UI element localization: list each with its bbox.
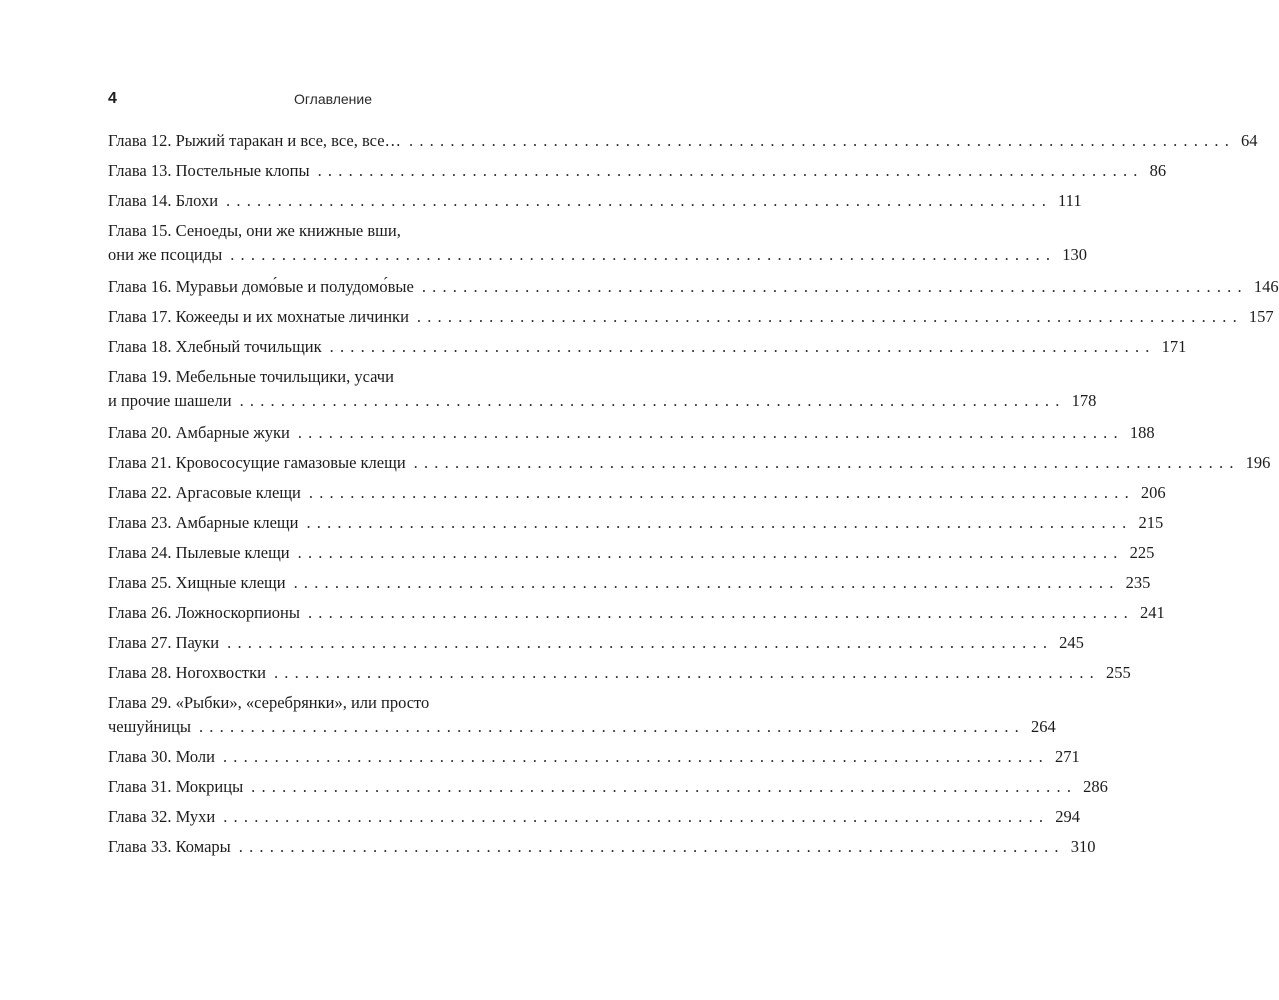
toc-entry-page: 271 — [1054, 747, 1080, 766]
toc-entry-page: 188 — [1129, 423, 1155, 442]
toc-entry-line — [108, 632, 1084, 656]
toc-entry-page: 178 — [1071, 391, 1097, 410]
toc-entry-title: Глава 33. Комары — [108, 837, 231, 856]
dot-leader: ................................................................................ — [222, 747, 1049, 766]
dot-leader: ................................................................................ — [238, 837, 1065, 856]
running-title: Оглавление — [293, 91, 373, 107]
toc-entry-title: Глава 32. Мухи — [108, 807, 216, 826]
toc-entry[interactable] — [108, 160, 1167, 184]
toc-entry-page: 171 — [1161, 337, 1187, 356]
toc-entry-line — [108, 306, 1274, 330]
toc-entry-line — [108, 806, 1080, 830]
toc-entry-page: 130 — [1062, 245, 1087, 264]
toc-entry-line — [108, 692, 559, 716]
toc-entry-page: 264 — [1030, 717, 1056, 736]
toc-entry-page: 235 — [1125, 573, 1151, 592]
toc-entry[interactable] — [108, 746, 1080, 770]
dot-leader: ................................................................................ — [198, 717, 1025, 736]
toc-entry-line — [108, 662, 1131, 686]
toc-entry-page: 206 — [1140, 483, 1166, 502]
toc-entry-line — [108, 336, 1187, 360]
toc-entry-title: Глава 17. Кожееды и их мохнатые личинки — [108, 307, 409, 326]
toc-entry-title: Глава 26. Ложноскорпионы — [108, 603, 300, 622]
toc-entry-line — [108, 482, 1166, 506]
toc-entry-line — [108, 512, 1164, 536]
toc-entry-page: 157 — [1248, 307, 1274, 326]
toc-entry[interactable] — [108, 542, 1155, 566]
toc-entry[interactable] — [108, 692, 1056, 740]
toc-entry-title: и прочие шашели — [108, 391, 232, 410]
toc-entry-title: Глава 22. Аргасовые клещи — [108, 483, 301, 502]
dot-leader: ................................................................................ — [308, 483, 1135, 502]
dot-leader: ................................................................................ — [239, 391, 1066, 410]
dot-leader: ................................................................................ — [251, 777, 1078, 796]
toc-entry-line — [108, 366, 559, 390]
toc-entry[interactable] — [108, 336, 1187, 360]
toc-entry-title: Глава 21. Кровососущие гамазовые клещи — [108, 453, 406, 472]
toc-entry-line — [108, 452, 1271, 476]
toc-entry[interactable] — [108, 572, 1151, 596]
toc-entry-page: 215 — [1138, 513, 1164, 532]
dot-leader: ................................................................................ — [227, 633, 1054, 652]
toc-entry[interactable] — [108, 602, 1165, 626]
toc-entry[interactable] — [108, 276, 1279, 300]
toc-entry[interactable] — [108, 512, 1164, 536]
toc-entry-page: 286 — [1083, 777, 1108, 796]
dot-leader: ................................................................................ — [297, 423, 1124, 442]
toc-entry-line — [108, 542, 1155, 566]
toc-entry-line — [108, 422, 1155, 446]
toc-entry-line — [108, 776, 1108, 800]
dot-leader: ................................................................................ — [273, 663, 1100, 682]
toc-entry-title: чешуйницы — [108, 717, 191, 736]
toc-entry[interactable] — [108, 482, 1166, 506]
dot-leader: ................................................................................ — [297, 543, 1124, 562]
dot-leader: ................................................................................ — [413, 453, 1240, 472]
dot-leader: ................................................................................ — [409, 131, 1236, 150]
toc-entry-line — [108, 276, 1279, 300]
toc-entry[interactable] — [108, 776, 1108, 800]
toc-entry-page: 146 — [1253, 277, 1279, 296]
toc-entry-page: 294 — [1055, 807, 1080, 826]
toc-entry-title: Глава 19. Мебельные точильщики, усачи — [108, 367, 394, 386]
toc-entry-page: 196 — [1245, 453, 1271, 472]
toc-entry-line — [108, 836, 1096, 860]
toc-entry-line — [108, 572, 1151, 596]
toc-entry-title: Глава 20. Амбарные жуки — [108, 423, 290, 442]
dot-leader: ................................................................................ — [416, 307, 1243, 326]
toc-entry-page: 255 — [1105, 663, 1131, 682]
toc-entry-title: Глава 15. Сеноеды, они же книжные вши, — [108, 221, 401, 240]
toc-entry-line — [108, 716, 1056, 740]
toc-entry-title: Глава 16. Муравьи домо́вые и полудомо́вые — [108, 277, 414, 296]
toc-entry[interactable] — [108, 220, 1087, 268]
toc-entry-title: Глава 12. Рыжий таракан и все, все, все… — [108, 131, 402, 150]
toc-entry-line — [108, 160, 1167, 184]
toc-entry-title: они же псоциды — [108, 245, 223, 264]
toc-entry-title: Глава 30. Моли — [108, 747, 215, 766]
toc-entry-page: 225 — [1129, 543, 1155, 562]
page-header — [108, 90, 558, 114]
toc-entry-page: 245 — [1059, 633, 1084, 652]
toc-entry[interactable] — [108, 190, 1082, 214]
toc-entry[interactable] — [108, 306, 1274, 330]
toc-entry-title: Глава 23. Амбарные клещи — [108, 513, 299, 532]
dot-leader: ................................................................................ — [293, 573, 1120, 592]
toc-entry-page: 64 — [1241, 131, 1258, 150]
toc-entry-page: 310 — [1070, 837, 1096, 856]
toc-entry-line — [108, 244, 1087, 268]
toc-entry-title: Глава 13. Постельные клопы — [108, 161, 310, 180]
toc-entry-line — [108, 130, 1258, 154]
toc-entry-title: Глава 29. «Рыбки», «серебрянки», или просто — [108, 693, 430, 712]
dot-leader: ................................................................................ — [306, 513, 1133, 532]
toc-entry-title: Глава 14. Блохи — [108, 191, 219, 210]
toc-entry-page: 241 — [1139, 603, 1165, 622]
toc-entry-line — [108, 190, 1082, 214]
toc-entry[interactable] — [108, 806, 1080, 830]
toc-entry[interactable] — [108, 836, 1096, 860]
toc-entry[interactable] — [108, 452, 1271, 476]
toc-entry-line — [108, 602, 1165, 626]
toc-entry-line — [108, 220, 559, 244]
toc-entry-page: 111 — [1058, 191, 1082, 210]
dot-leader: ................................................................................ — [226, 191, 1053, 210]
toc-entry[interactable] — [108, 662, 1131, 686]
page-number: 4 — [108, 90, 117, 107]
dot-leader: ................................................................................ — [307, 603, 1134, 622]
toc-entry-title: Глава 25. Хищные клещи — [108, 573, 286, 592]
toc-entry-title: Глава 31. Мокрицы — [108, 777, 244, 796]
dot-leader: ................................................................................ — [223, 807, 1050, 826]
table-of-contents — [108, 130, 1279, 866]
toc-entry-title: Глава 28. Ногохвостки — [108, 663, 266, 682]
dot-leader: ................................................................................ — [317, 161, 1144, 180]
toc-entry-title: Глава 27. Пауки — [108, 633, 220, 652]
toc-entry[interactable] — [108, 632, 1084, 656]
toc-entry-title: Глава 18. Хлебный точильщик — [108, 337, 322, 356]
dot-leader: ................................................................................ — [329, 337, 1156, 356]
toc-entry-line — [108, 390, 1097, 414]
toc-entry-title: Глава 24. Пылевые клещи — [108, 543, 290, 562]
dot-leader: ................................................................................ — [230, 245, 1057, 264]
toc-entry[interactable] — [108, 366, 1097, 414]
toc-entry-page: 86 — [1149, 161, 1167, 180]
dot-leader: ................................................................................ — [421, 277, 1248, 296]
toc-entry[interactable] — [108, 130, 1258, 154]
toc-entry[interactable] — [108, 422, 1155, 446]
toc-entry-line — [108, 746, 1080, 770]
